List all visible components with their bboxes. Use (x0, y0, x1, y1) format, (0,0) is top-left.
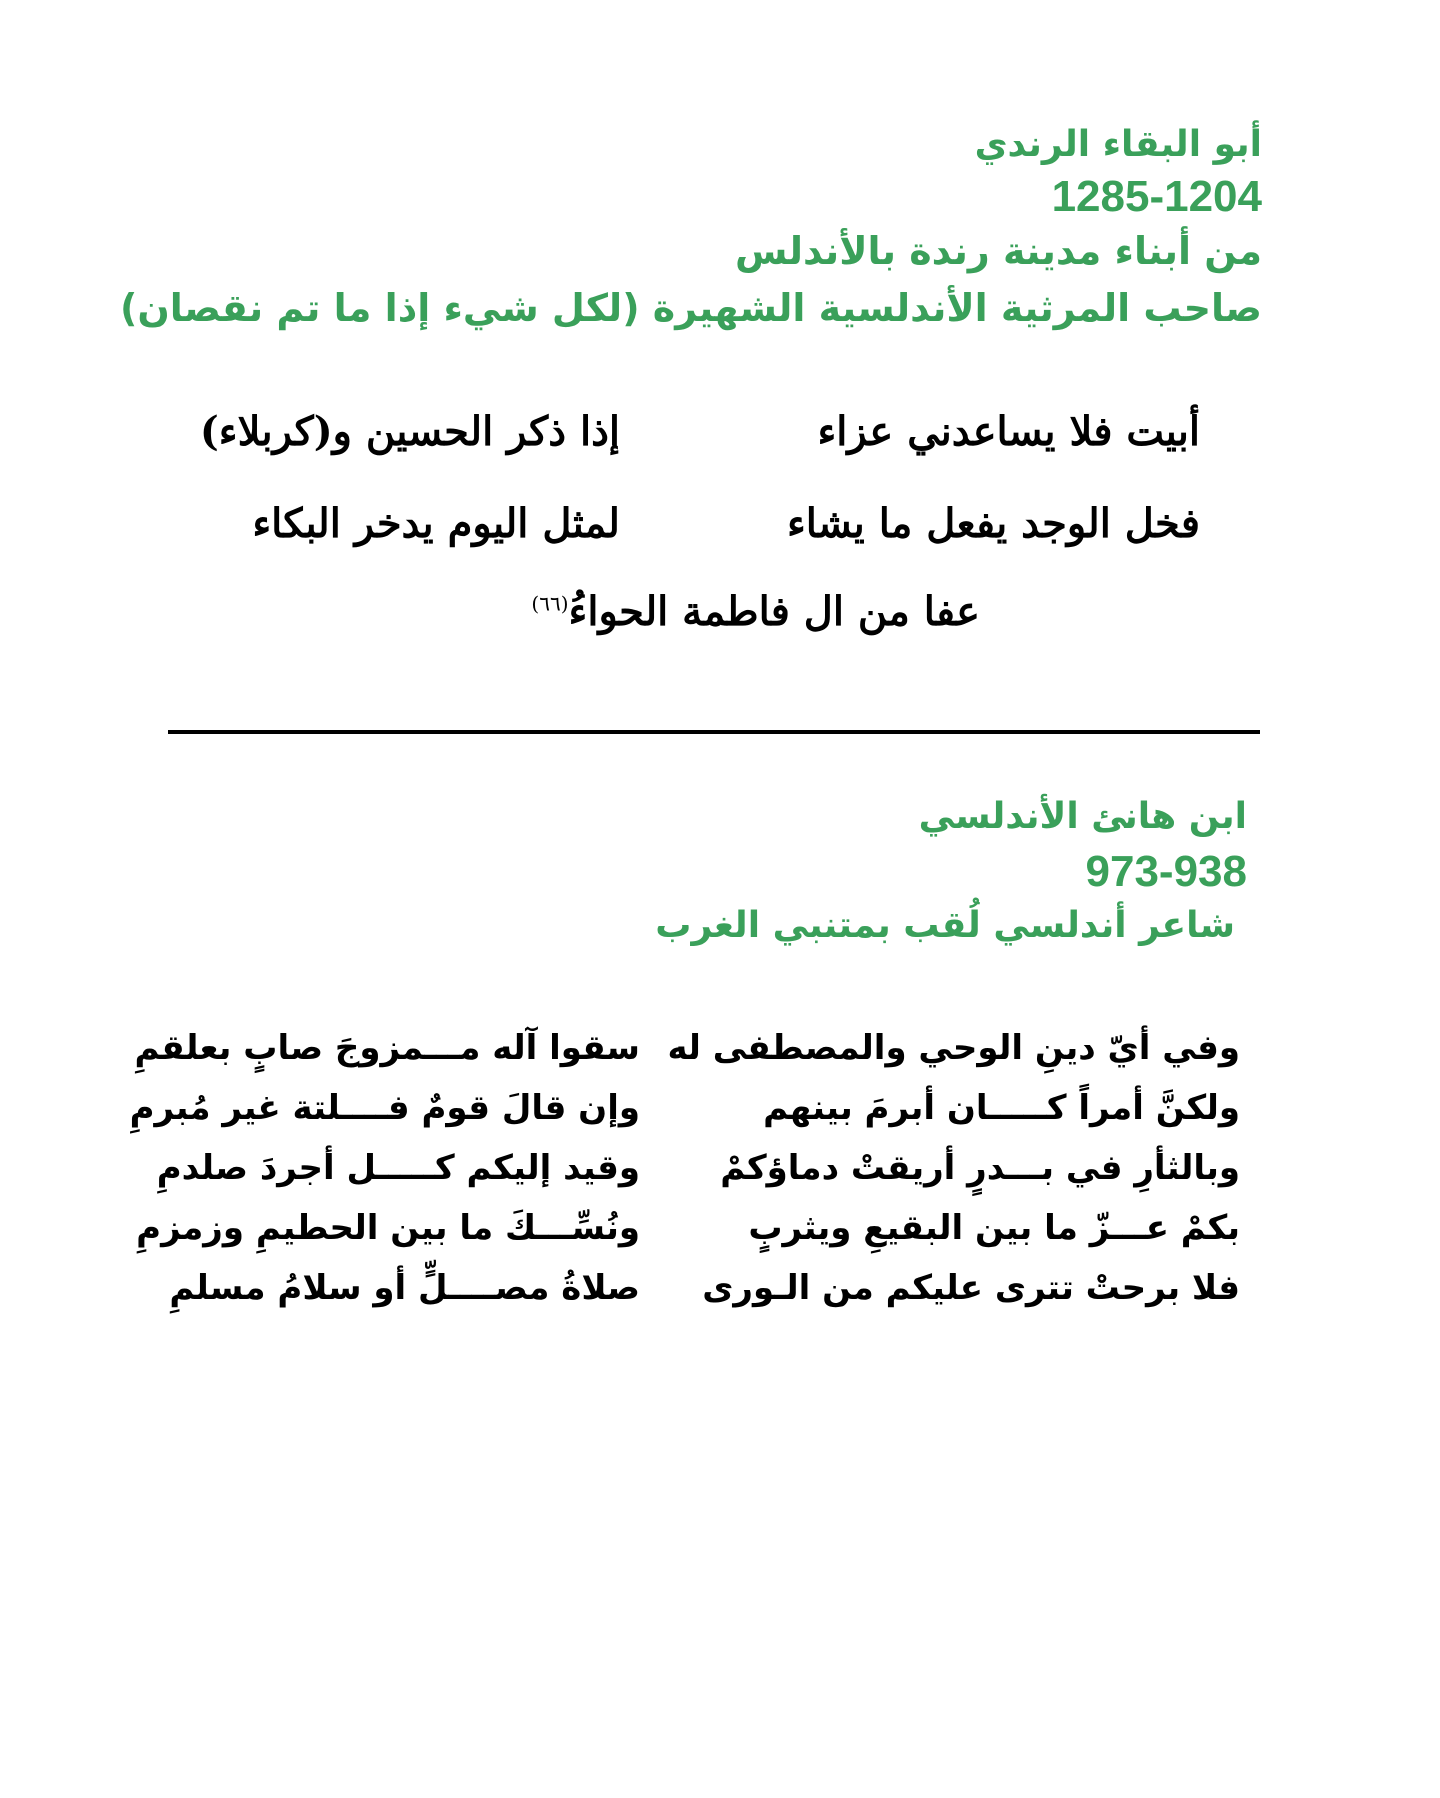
poet-2-header (147, 790, 1247, 952)
poet-2-description: شاعر أندلسي لُقب بمتنبي الغرب (655, 905, 1235, 946)
poet-2-name: ابن هانئ الأندلسي (918, 796, 1247, 837)
poem-2-verse-3-second-hemistich: وقيد إليكم كـــــل أجردَ صلدمِ (156, 1148, 640, 1188)
poem-2-verse-2 (129, 1088, 1240, 1144)
poem-2-verse-3-first-hemistich: وبالثأرِ في بـــدرٍ أريقتْ دماؤكمْ (720, 1148, 1240, 1188)
poem-1-closing-text: عفا من ال فاطمة الحواءُ (568, 588, 980, 635)
poem-2-verse-3 (156, 1148, 1240, 1204)
poet-1-origin: من أبناء مدينة رندة بالأندلس (734, 229, 1262, 273)
poem-2-verse-4-first-hemistich: بكمْ عـــزّ ما بين البقيعِ ويثربٍ (748, 1208, 1240, 1248)
poem-2-verse-1-first-hemistich: وفي أيّ دينِ الوحي والمصطفى له (667, 1028, 1240, 1068)
poet-1-description: صاحب المرثية الأندلسية الشهيرة (لكل شيء إذا ما تم نقصان) (119, 286, 1262, 330)
poem-1-verse-1 (160, 408, 1200, 468)
poet-1-header (119, 120, 1262, 338)
poem-2-verse-1 (134, 1028, 1240, 1084)
poem-2-verse-4 (136, 1208, 1240, 1264)
poet-1-years: 1285-1204 (1051, 172, 1262, 221)
poet-1-name: أبو البقاء الرندي (974, 124, 1262, 165)
poem-1-closing-line (380, 588, 980, 635)
poem-1-verse-1-first-hemistich: أبيت فلا يساعدني عزاء (817, 408, 1200, 455)
poet-2-years: 973-938 (1085, 847, 1247, 896)
poem-1-verse-2 (160, 500, 1200, 560)
poem-2-verse-5-first-hemistich: فلا برحتْ تترى عليكم من الـورى (702, 1268, 1240, 1308)
footnote-marker: (٦٦) (531, 591, 569, 616)
poem-2-verse-2-first-hemistich: ولكنَّ أمراً كـــــان أبرمَ بينهم (763, 1088, 1240, 1128)
poem-2-verse-2-second-hemistich: وإن قالَ قومٌ فــــلتة غير مُبرمِ (129, 1088, 640, 1128)
poem-1-verse-1-second-hemistich: إذا ذكر الحسين و(كربلاء) (199, 408, 620, 455)
poem-2-verse-1-second-hemistich: سقوا آله مـــمزوجَ صابٍ بعلقمِ (134, 1028, 640, 1068)
poem-1-verse-2-second-hemistich: لمثل اليوم يدخر البكاء (252, 500, 620, 547)
poem-2-verse-5-second-hemistich: صلاةُ مصــــلٍّ أو سلامُ مسلمِ (169, 1268, 640, 1308)
poem-2-verse-5 (160, 1268, 1240, 1324)
poem-1-verse-2-first-hemistich: فخل الوجد يفعل ما يشاء (786, 500, 1200, 547)
poem-2-verse-4-second-hemistich: ونُسِّـــكَ ما بين الحطيمِ وزمزمِ (136, 1208, 640, 1248)
section-divider (168, 730, 1260, 734)
